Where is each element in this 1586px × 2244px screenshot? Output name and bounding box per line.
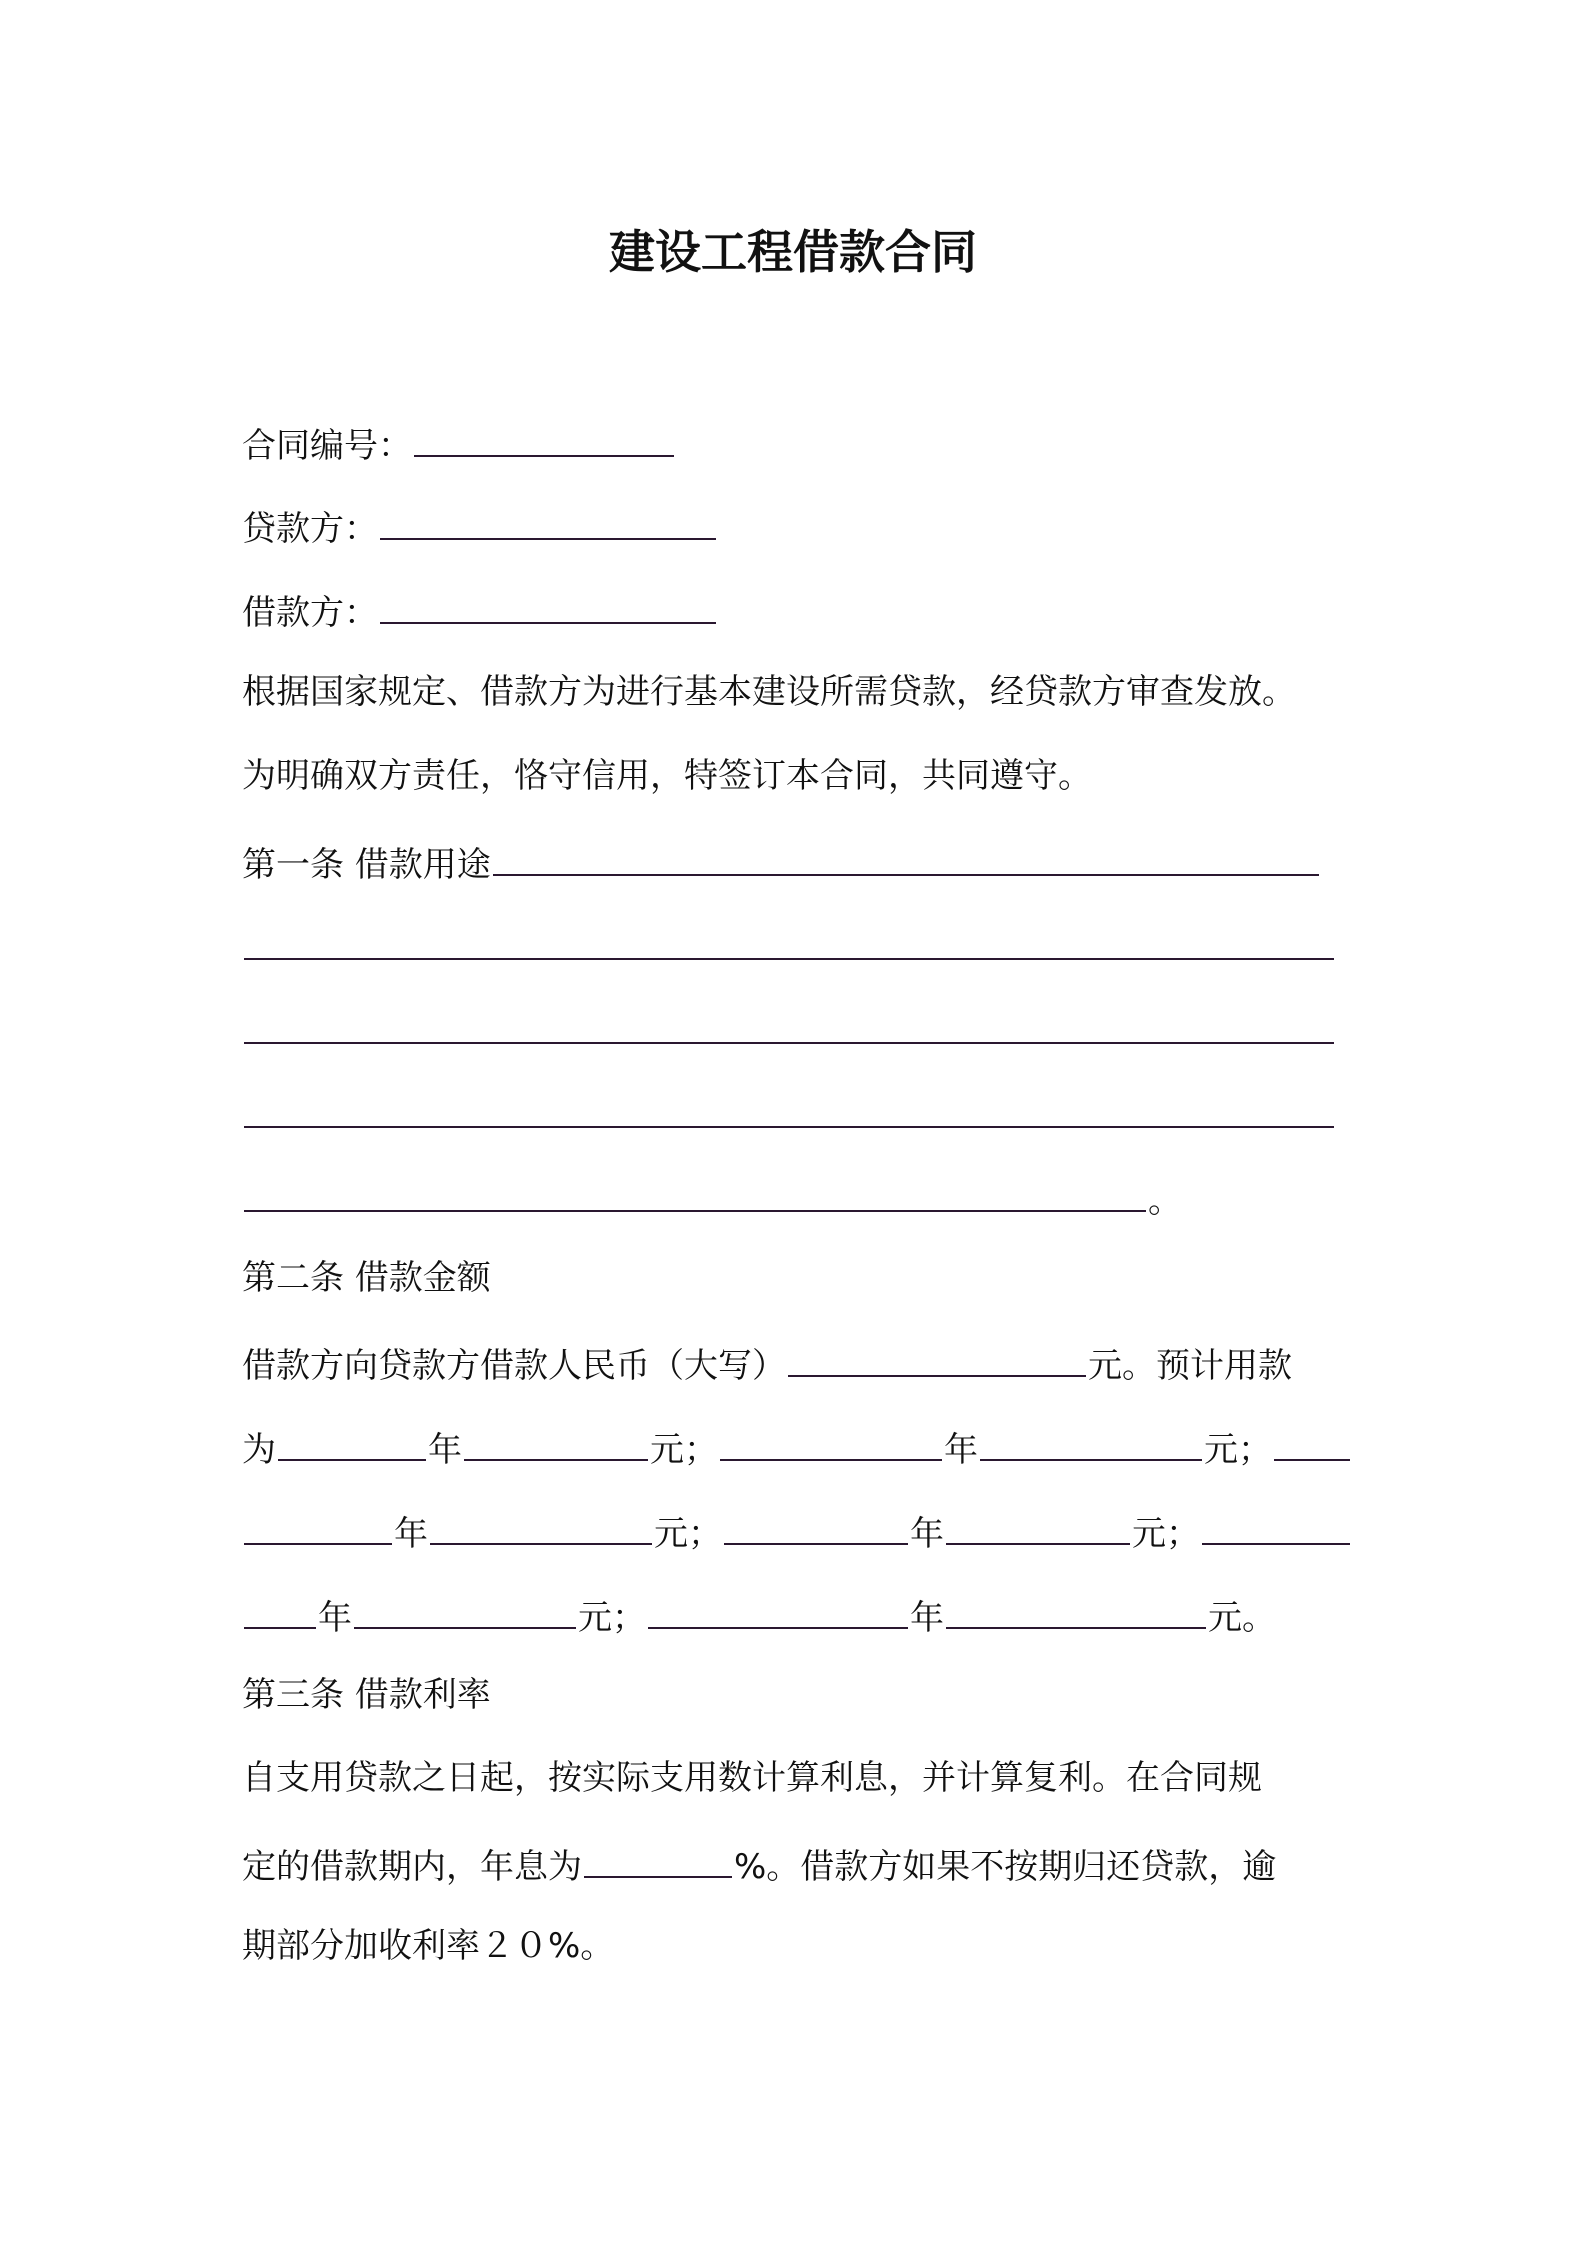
purpose-blank-3[interactable] bbox=[244, 1004, 1334, 1044]
year-blank-2[interactable] bbox=[720, 1421, 942, 1461]
lender-row bbox=[242, 500, 718, 548]
yuan-blank-1[interactable] bbox=[464, 1421, 648, 1461]
intro-line-2: 为明确双方责任，恪守信用，特签订本合同，共同遵守。 bbox=[242, 756, 1092, 796]
forecast-text: 预计用款 bbox=[1156, 1346, 1292, 1386]
yuan-label: 元； bbox=[578, 1598, 646, 1638]
borrower-blank[interactable] bbox=[380, 584, 716, 624]
borrower-row bbox=[242, 584, 718, 632]
amount-text: 借款方向贷款方借款人民币（大写） bbox=[242, 1346, 786, 1386]
rate-line-2 bbox=[242, 1838, 1276, 1886]
article-2-heading: 第二条 借款金额 bbox=[242, 1258, 491, 1298]
contract-number-row bbox=[242, 417, 676, 465]
purpose-line-2 bbox=[242, 920, 1336, 968]
lender-blank[interactable] bbox=[380, 500, 716, 540]
purpose-end-mark: 。 bbox=[1148, 1181, 1182, 1221]
borrower-label: 借款方： bbox=[242, 593, 378, 633]
rate-text-b: %。借款方如果不按期归还贷款，逾 bbox=[734, 1847, 1277, 1887]
purpose-line-3 bbox=[242, 1004, 1336, 1052]
amount-line-4 bbox=[242, 1589, 1276, 1637]
purpose-blank-5[interactable] bbox=[244, 1172, 1146, 1212]
intro-line-1: 根据国家规定、借款方为进行基本建设所需贷款，经贷款方审查发放。 bbox=[242, 672, 1296, 712]
year-label: 年 bbox=[394, 1514, 428, 1554]
contract-number-blank[interactable] bbox=[414, 417, 674, 457]
purpose-blank-2[interactable] bbox=[244, 920, 1334, 960]
yuan-blank-4[interactable] bbox=[946, 1505, 1130, 1545]
yuan-blank-5[interactable] bbox=[354, 1589, 576, 1629]
rate-text-a: 定的借款期内，年息为 bbox=[242, 1847, 582, 1887]
yuan-blank-2[interactable] bbox=[980, 1421, 1202, 1461]
rate-line-3: 期部分加收利率２０%。 bbox=[242, 1926, 615, 1966]
purpose-blank-4[interactable] bbox=[244, 1088, 1334, 1128]
yuan-label: 元； bbox=[1204, 1430, 1272, 1470]
article-1-heading: 第一条 借款用途 bbox=[242, 845, 491, 885]
year-label: 年 bbox=[318, 1598, 352, 1638]
amount-line-1 bbox=[242, 1337, 1292, 1385]
year-blank-5a[interactable] bbox=[1202, 1505, 1350, 1545]
year-blank-4[interactable] bbox=[724, 1505, 908, 1545]
amount-end-unit: 元。 bbox=[1208, 1598, 1276, 1638]
rate-line-1: 自支用贷款之日起，按实际支用数计算利息，并计算复利。在合同规 bbox=[242, 1758, 1262, 1798]
document-title: 建设工程借款合同 bbox=[609, 225, 977, 279]
amount-line-3 bbox=[242, 1505, 1352, 1553]
year-label: 年 bbox=[910, 1514, 944, 1554]
amount-unit: 元。 bbox=[1088, 1346, 1156, 1386]
year-label: 年 bbox=[428, 1430, 462, 1470]
year-blank-6[interactable] bbox=[648, 1589, 908, 1629]
amount-blank[interactable] bbox=[788, 1337, 1086, 1377]
year-blank-1[interactable] bbox=[278, 1421, 426, 1461]
yuan-label: 元； bbox=[650, 1430, 718, 1470]
contract-number-label: 合同编号： bbox=[242, 426, 412, 466]
purpose-line-4 bbox=[242, 1088, 1336, 1136]
wei-text: 为 bbox=[242, 1430, 276, 1470]
purpose-line-5 bbox=[242, 1172, 1182, 1220]
yuan-label: 元； bbox=[654, 1514, 722, 1554]
year-blank-3b[interactable] bbox=[244, 1505, 392, 1545]
purpose-blank-1[interactable] bbox=[493, 836, 1319, 876]
interest-rate-blank[interactable] bbox=[584, 1838, 732, 1878]
yuan-blank-3[interactable] bbox=[430, 1505, 652, 1545]
article-3-heading: 第三条 借款利率 bbox=[242, 1675, 491, 1715]
article-1-heading-row bbox=[242, 836, 1321, 884]
year-blank-3a[interactable] bbox=[1274, 1421, 1350, 1461]
year-label: 年 bbox=[944, 1430, 978, 1470]
yuan-label: 元； bbox=[1132, 1514, 1200, 1554]
year-blank-5b[interactable] bbox=[244, 1589, 316, 1629]
yuan-blank-6[interactable] bbox=[946, 1589, 1206, 1629]
lender-label: 贷款方： bbox=[242, 509, 378, 549]
amount-line-2 bbox=[242, 1421, 1352, 1469]
year-label: 年 bbox=[910, 1598, 944, 1638]
